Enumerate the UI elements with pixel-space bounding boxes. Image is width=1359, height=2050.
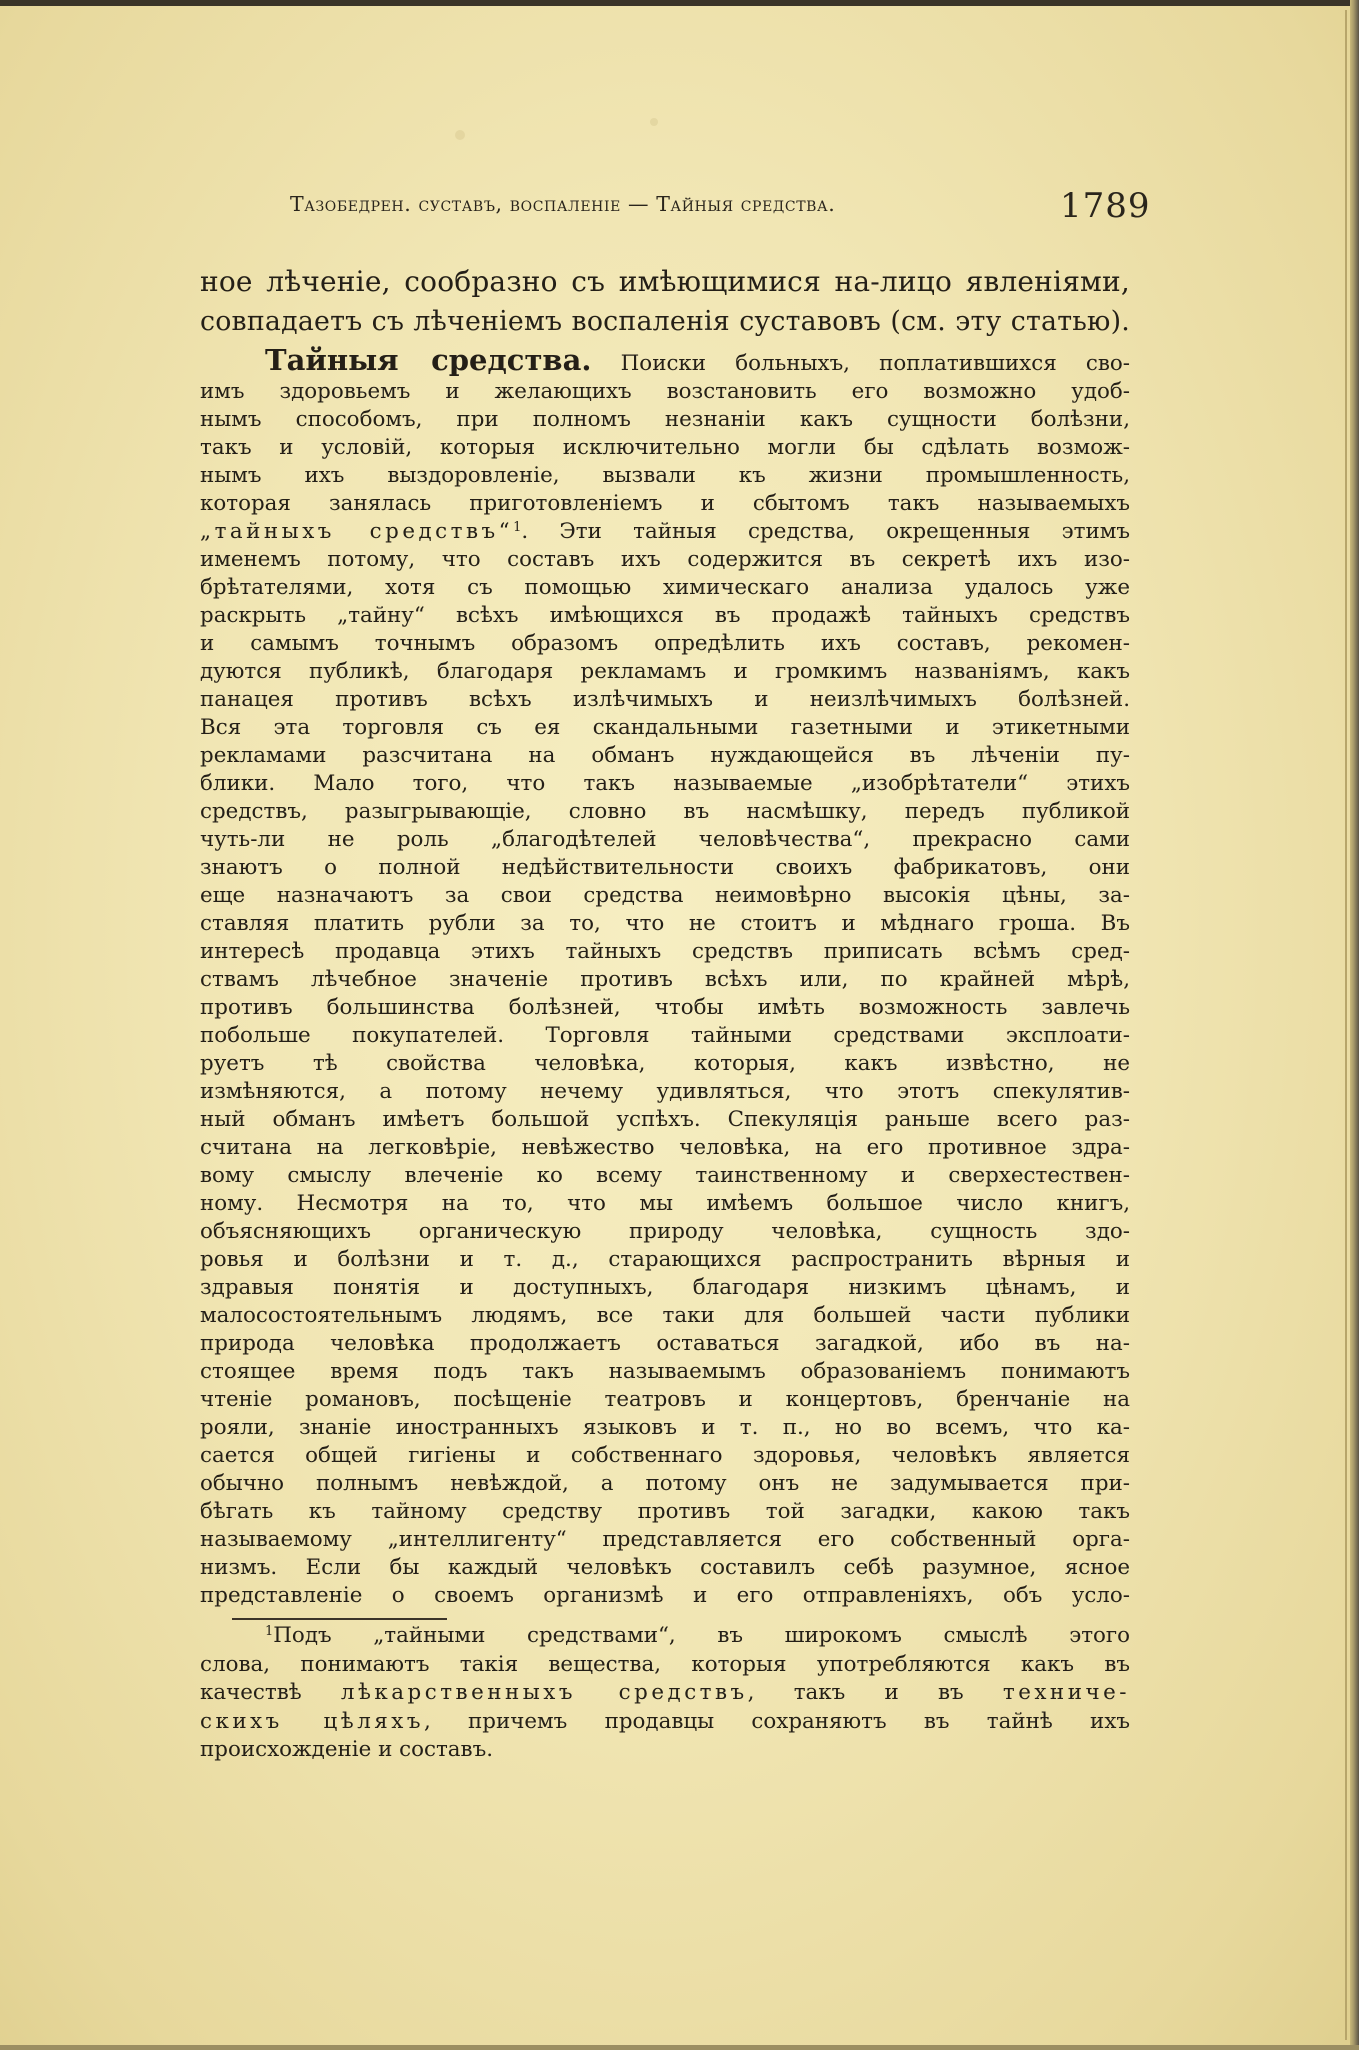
main-text: [200, 262, 1130, 1638]
footnote: [200, 1622, 1130, 1765]
emphasized-term: „тайныхъ средствъ“: [200, 519, 514, 544]
text-line: измѣняются, а потому нечему удивляться, что этотъ спекулятив-: [200, 1079, 1130, 1104]
text-line: ставляя платить рубли за то, что не стоитъ и мѣднаго гроша. Въ: [200, 911, 1130, 936]
text-line: панацея противъ всѣхъ излѣчимыхъ и неизлѣчимыхъ болѣзней.: [200, 687, 1130, 712]
text-line: имъ здоровьемъ и желающихъ возстановить его возможно удоб-: [200, 379, 1130, 404]
footnote-line: происхожденіе и составъ.: [200, 1737, 494, 1762]
text-line: нымъ ихъ выздоровленіе, вызвали къ жизни промышленность,: [200, 463, 1130, 488]
text-line: чтеніе романовъ, посѣщеніе театровъ и концертовъ, бренчаніе на: [200, 1387, 1130, 1412]
emphasized-term: скихъ цѣляхъ: [200, 1708, 424, 1734]
text-line: [200, 518, 1130, 546]
footnote-line: [200, 1622, 1130, 1651]
footnote-text: , такъ и въ: [747, 1680, 1003, 1705]
text-line: Вся эта торговля съ ея скандальными газетными и этикетными: [200, 715, 1130, 740]
scan-edge-right: [1350, 0, 1359, 2050]
text-line: дуются публикѣ, благодаря рекламамъ и громкимъ названіямъ, какъ: [200, 659, 1130, 684]
text-line: средствъ, разыгрывающіе, словно въ насмѣшку, передъ публикой: [200, 799, 1130, 824]
text-line: низмъ. Если бы каждый человѣкъ составилъ себѣ разумное, ясное: [200, 1555, 1130, 1580]
text-line: ный обманъ имѣетъ большой успѣхъ. Спекуляція раньше всего раз-: [200, 1107, 1130, 1132]
text-line: именемъ потому, что составъ ихъ содержится въ секретѣ ихъ изо-: [200, 547, 1130, 572]
emphasized-term: техниче-: [1002, 1680, 1130, 1705]
footnote-text: качествѣ: [200, 1680, 341, 1705]
page-number: 1789: [1060, 186, 1151, 226]
running-header: [290, 186, 1151, 226]
text-line: чуть-ли не роль „благодѣтелей человѣчества“, прекрасно сами: [200, 827, 1130, 852]
footnote-line: [200, 1679, 1130, 1708]
text-line: ному. Несмотря на то, что мы имѣемъ большое число книгъ,: [200, 1191, 1130, 1216]
paper-spot: [650, 118, 658, 126]
text-line: еще назначаютъ за свои средства неимовѣрно высокія цѣны, за-: [200, 883, 1130, 908]
text-line: обычно полнымъ невѣждой, а потому онъ не задумывается при-: [200, 1471, 1130, 1496]
text-line: считана на легковѣріе, невѣжество человѣка, на его противное здра-: [200, 1135, 1130, 1160]
text-run: . Эти тайныя средства, окрещенныя этимъ: [521, 519, 1130, 544]
footnote-line: [200, 1708, 1130, 1737]
text-line: малосостоятельнымъ людямъ, все таки для большей части публики: [200, 1303, 1130, 1328]
footnote-text: Подъ „тайными средствами“, въ широкомъ смыслѣ этого: [273, 1623, 1130, 1648]
text-line: здравыя понятія и доступныхъ, благодаря низкимъ цѣнамъ, и: [200, 1275, 1130, 1300]
text-line: и самымъ точнымъ образомъ опредѣлить ихъ составъ, рекомен-: [200, 631, 1130, 656]
text-line: рояли, знаніе иностранныхъ языковъ и т. п., но во всемъ, что ка-: [200, 1415, 1130, 1440]
footnote-marker: 1: [265, 1624, 274, 1639]
text-line: представленіе о своемъ организмѣ и его отправленіяхъ, объ усло-: [200, 1583, 1130, 1608]
text-line: побольше покупателей. Торговля тайными средствами эксплоати-: [200, 1023, 1130, 1048]
text-line: объясняющихъ органическую природу человѣка, сущность здо-: [200, 1219, 1130, 1244]
scan-edge-bottom: [0, 2045, 1359, 2050]
text-line: интересѣ продавца этихъ тайныхъ средствъ приписать всѣмъ сред-: [200, 939, 1130, 964]
emphasized-term: лѣкарственныхъ средствъ: [340, 1680, 748, 1705]
running-head-title: Тазобедрен. суставъ, воспаленіе — Тайныя средства.: [290, 192, 836, 216]
scan-edge-line: [1345, 10, 1347, 2040]
text-line: такъ и условій, которыя исключительно могли бы сдѣлать возмож-: [200, 435, 1130, 460]
footnote-divider: [232, 1618, 447, 1620]
text-line: ствамъ лѣчебное значеніе противъ всѣхъ или, по крайней мѣрѣ,: [200, 967, 1130, 992]
text-line: стоящее время подъ такъ называемымъ образованіемъ понимаютъ: [200, 1359, 1130, 1384]
scan-edge-top: [0, 0, 1359, 6]
text-line: знаютъ о полной недѣйствительности своихъ фабрикатовъ, они: [200, 855, 1130, 880]
text-line: раскрыть „тайну“ всѣхъ имѣющихся въ продажѣ тайныхъ средствъ: [200, 603, 1130, 628]
footnote-text: , причемъ продавцы сохраняютъ въ тайнѣ ихъ: [423, 1708, 1130, 1734]
text-line: называемому „интеллигенту“ представляется его собственный орга-: [200, 1527, 1130, 1552]
text-line: совпадаетъ съ лѣченіемъ воспаленія суставовъ (см. эту статью).: [200, 306, 1130, 337]
text-line: вому смыслу влеченіе ко всему таинственному и сверхестествен-: [200, 1163, 1130, 1188]
text-line: ное лѣченіе, сообразно съ имѣющимися на-лицо явленіями,: [200, 265, 1130, 298]
footnote-line: слова, понимаютъ такія вещества, которыя употребляются какъ въ: [200, 1651, 1130, 1677]
text-line: которая занялась приготовленіемъ и сбытомъ такъ называемыхъ: [200, 491, 1130, 516]
text-line: рекламами разсчитана на обманъ нуждающейся въ лѣченіи пу-: [200, 743, 1130, 768]
section-heading: Тайныя средства.: [265, 343, 592, 377]
paper-spot: [455, 130, 465, 140]
text-run: Поиски больныхъ, поплатившихся сво-: [620, 351, 1131, 376]
text-line: сается общей гигіены и собственнаго здоровья, человѣкъ является: [200, 1443, 1130, 1468]
text-line: ровья и болѣзни и т. д., старающихся распространить вѣрныя и: [200, 1247, 1130, 1272]
text-line: брѣтателями, хотя съ помощью химическаго анализа удалось уже: [200, 575, 1130, 600]
text-line: руетъ тѣ свойства человѣка, которыя, какъ извѣстно, не: [200, 1051, 1130, 1076]
text-line: [200, 342, 1130, 378]
text-line: нымъ способомъ, при полномъ незнаніи какъ сущности болѣзни,: [200, 407, 1130, 432]
text-line: противъ большинства болѣзней, чтобы имѣть возможность завлечь: [200, 995, 1130, 1020]
footnote-reference: 1: [513, 520, 522, 535]
text-line: природа человѣка продолжаетъ оставаться загадкой, ибо въ на-: [200, 1331, 1130, 1356]
text-line: бѣгать къ тайному средству противъ той загадки, какою такъ: [200, 1499, 1130, 1524]
text-line: блики. Мало того, что такъ называемые „изобрѣтатели“ этихъ: [200, 771, 1130, 796]
